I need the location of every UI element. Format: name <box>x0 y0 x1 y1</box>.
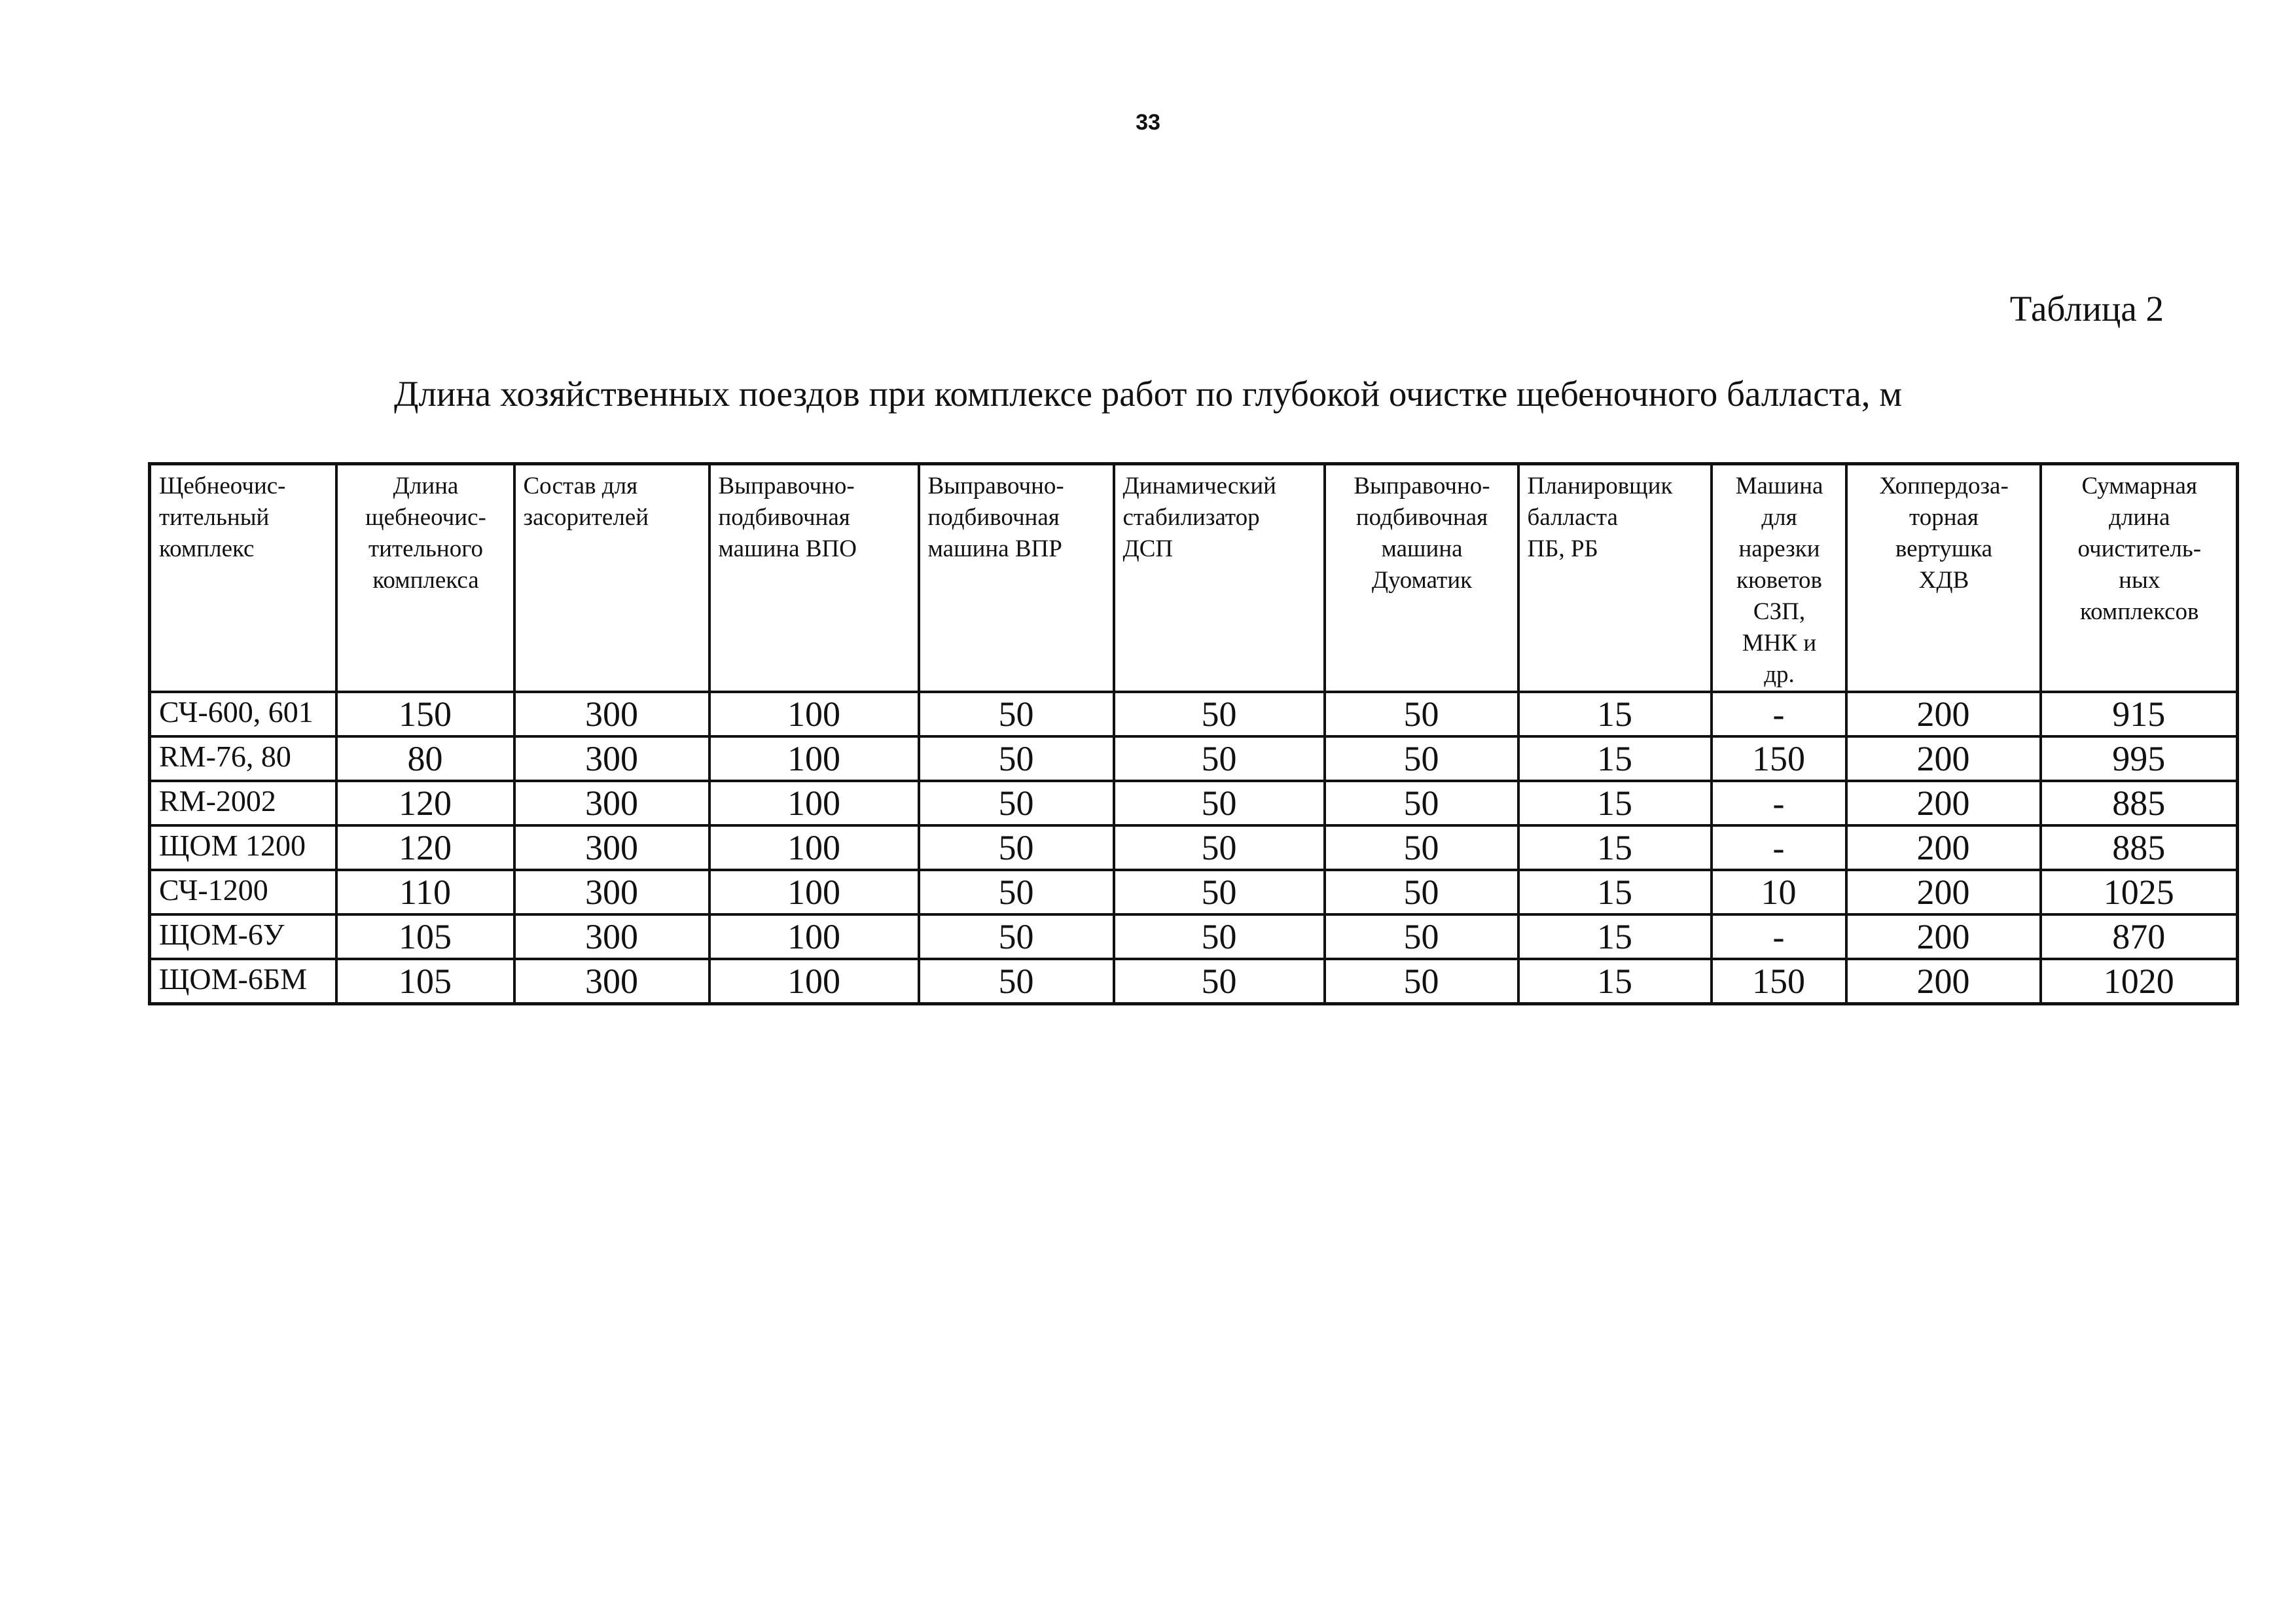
table-cell: - <box>1712 825 1846 870</box>
table-cell: 50 <box>1325 781 1518 825</box>
table-cell: 50 <box>919 736 1114 781</box>
row-name-cell: ЩОМ-6БМ <box>150 959 336 1004</box>
table-row <box>150 870 2238 914</box>
table-cell: 50 <box>919 914 1114 959</box>
table-row <box>150 692 2238 736</box>
column-header: Динамический стабилизатор ДСП <box>1114 464 1325 693</box>
table-cell: 915 <box>2041 692 2238 736</box>
table-cell: 300 <box>514 781 709 825</box>
table-cell: 200 <box>1846 870 2041 914</box>
table-cell: 995 <box>2041 736 2238 781</box>
table-row <box>150 825 2238 870</box>
table-cell: 200 <box>1846 736 2041 781</box>
table-cell: 50 <box>1114 736 1325 781</box>
table-cell: 300 <box>514 736 709 781</box>
row-name-cell: RM-76, 80 <box>150 736 336 781</box>
row-name-cell: ЩОМ-6У <box>150 914 336 959</box>
table-cell: 200 <box>1846 914 2041 959</box>
table-cell: 15 <box>1518 959 1712 1004</box>
table-cell: 15 <box>1518 781 1712 825</box>
table-cell: 50 <box>919 870 1114 914</box>
table-cell: 15 <box>1518 914 1712 959</box>
table-cell: 50 <box>1325 959 1518 1004</box>
column-header: Планировщик балласта ПБ, РБ <box>1518 464 1712 693</box>
table-cell: 100 <box>709 870 919 914</box>
table-row <box>150 736 2238 781</box>
column-header: Суммарная длина очиститель- ных комплексов <box>2041 464 2238 693</box>
column-header: Состав для засорителей <box>514 464 709 693</box>
table-cell: 150 <box>336 692 514 736</box>
table-cell: 200 <box>1846 825 2041 870</box>
table-cell: 100 <box>709 959 919 1004</box>
table-cell: 200 <box>1846 692 2041 736</box>
table-cell: 885 <box>2041 781 2238 825</box>
table-cell: 1020 <box>2041 959 2238 1004</box>
column-header: Машина для нарезки кюветов СЗП, МНК и др. <box>1712 464 1846 693</box>
table-cell: 200 <box>1846 959 2041 1004</box>
table-cell: 50 <box>919 959 1114 1004</box>
table-cell: 50 <box>1325 825 1518 870</box>
table-cell: 50 <box>1325 736 1518 781</box>
table-title: Длина хозяйственных поездов при комплексе работ по глубокой очистке щебеночного балласта, м <box>393 374 1903 414</box>
table-cell: 105 <box>336 959 514 1004</box>
table-cell: 110 <box>336 870 514 914</box>
data-table <box>148 462 2239 1005</box>
table-cell: 50 <box>919 825 1114 870</box>
row-name-cell: СЧ-1200 <box>150 870 336 914</box>
table-cell: 300 <box>514 914 709 959</box>
table-cell: 80 <box>336 736 514 781</box>
column-header: Выправочно- подбивочная машина Дуоматик <box>1325 464 1518 693</box>
table-cell: - <box>1712 914 1846 959</box>
column-header: Выправочно- подбивочная машина ВПО <box>709 464 919 693</box>
row-name-cell: СЧ-600, 601 <box>150 692 336 736</box>
column-header: Выправочно- подбивочная машина ВПР <box>919 464 1114 693</box>
table-cell: 870 <box>2041 914 2238 959</box>
row-name-cell: ЩОМ 1200 <box>150 825 336 870</box>
table-cell: 15 <box>1518 825 1712 870</box>
table-cell: 50 <box>919 692 1114 736</box>
table-cell: 50 <box>1114 870 1325 914</box>
table-cell: 300 <box>514 692 709 736</box>
table-cell: 1025 <box>2041 870 2238 914</box>
table-cell: 200 <box>1846 781 2041 825</box>
table-cell: 100 <box>709 914 919 959</box>
table-cell: 15 <box>1518 870 1712 914</box>
table-cell: 885 <box>2041 825 2238 870</box>
table-label: Таблица 2 <box>2009 289 2164 329</box>
table-cell: 120 <box>336 781 514 825</box>
table-cell: 50 <box>1325 870 1518 914</box>
table-cell: 50 <box>1114 781 1325 825</box>
table-cell: 150 <box>1712 736 1846 781</box>
table-cell: 300 <box>514 870 709 914</box>
table-cell: 150 <box>1712 959 1846 1004</box>
column-header: Длина щебнеочис- тительного комплекса <box>336 464 514 693</box>
table-cell: 300 <box>514 959 709 1004</box>
table-cell: 50 <box>1114 959 1325 1004</box>
table-cell: 50 <box>1114 914 1325 959</box>
column-header: Хоппердоза- торная вертушка ХДВ <box>1846 464 2041 693</box>
header-row <box>150 464 2238 693</box>
table-cell: 120 <box>336 825 514 870</box>
row-name-cell: RM-2002 <box>150 781 336 825</box>
table-cell: - <box>1712 692 1846 736</box>
table-row <box>150 959 2238 1004</box>
column-header: Щебнеочис- тительный комплекс <box>150 464 336 693</box>
table-cell: 15 <box>1518 692 1712 736</box>
table-cell: 10 <box>1712 870 1846 914</box>
table-cell: 15 <box>1518 736 1712 781</box>
table-cell: 50 <box>1114 825 1325 870</box>
table-cell: - <box>1712 781 1846 825</box>
page-number: 33 <box>1136 110 1160 135</box>
table-cell: 100 <box>709 692 919 736</box>
table-cell: 50 <box>919 781 1114 825</box>
table-cell: 50 <box>1325 914 1518 959</box>
table-cell: 105 <box>336 914 514 959</box>
table-row <box>150 914 2238 959</box>
table-body <box>150 692 2238 1004</box>
table-cell: 50 <box>1114 692 1325 736</box>
table-cell: 50 <box>1325 692 1518 736</box>
table-cell: 100 <box>709 736 919 781</box>
table-cell: 300 <box>514 825 709 870</box>
table-row <box>150 781 2238 825</box>
table-cell: 100 <box>709 825 919 870</box>
table-cell: 100 <box>709 781 919 825</box>
